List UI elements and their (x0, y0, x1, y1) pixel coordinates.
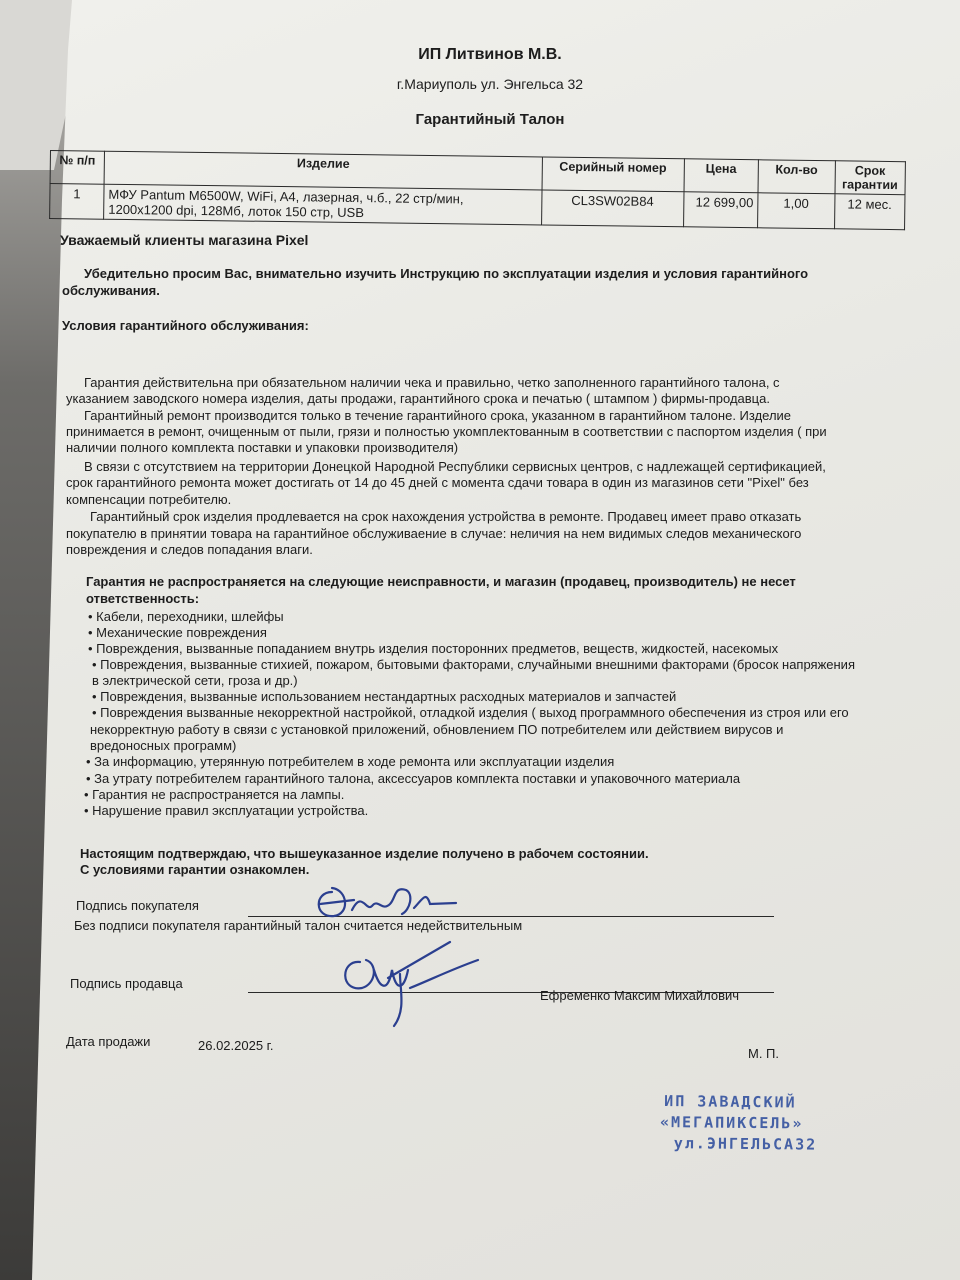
sale-date-label: Дата продажи (66, 1034, 151, 1049)
seller-signature (330, 930, 480, 1030)
list-item: • Гарантия не распространяется на лампы. (84, 787, 345, 802)
col-header-serial: Серийный номер (542, 157, 684, 192)
cell-price: 12 699,00 (683, 192, 758, 228)
product-line-1: МФУ Pantum M6500W, WiFi, A4, лазерная, ч.б., 22 стр/мин, (108, 186, 464, 207)
list-item: • Повреждения, вызванные использованием нестандартных расходных материалов и запчастей (92, 689, 677, 704)
conditions-line: Гарантийный срок изделия продлевается на срок нахождения устройства в ремонте. Продавец имеет право отказать (90, 509, 802, 524)
list-item: • Нарушение правил эксплуатации устройства. (84, 803, 369, 818)
product-table (49, 150, 906, 230)
col-header-price: Цена (684, 159, 759, 193)
company-address: г.Мариуполь ул. Энгельса 32 (396, 76, 584, 92)
list-item: • Механические повреждения (88, 625, 267, 640)
col-header-qty: Кол-во (758, 160, 835, 194)
product-line-2: 1200x1200 dpi, 128Мб, лоток 150 стр, USB (108, 201, 365, 221)
exclusions-heading-line: ответственность: (86, 591, 200, 606)
greeting: Уважаемый клиенты магазина Pixel (60, 232, 309, 248)
cell-serial: CL3SW02B84 (541, 190, 683, 227)
company-name: ИП Литвинов М.В. (418, 46, 562, 63)
col-header-number: № п/п (50, 151, 104, 185)
col-header-warranty: Срок гарантии (835, 161, 906, 195)
conditions-line: Гарантийный ремонт производится только в течение гарантийного срока, указанном в гарантийном талоне. Изделие (84, 408, 792, 423)
list-item: в электрической сети, гроза и др.) (92, 673, 298, 688)
stamp-line: ул.ЭНГЕЛЬСА32 (673, 1134, 818, 1154)
list-item: • Кабели, переходники, шлейфы (88, 609, 284, 624)
conditions-line: повреждения и следов попадания влаги. (66, 542, 313, 557)
conditions-line: срок гарантийного ремонта может достигать от 14 до 45 дней с момента сдачи товара в один из магазинов сети "Pixel" без (66, 475, 809, 490)
conditions-line: наличии полного комплекта поставки и упаковки производителя) (66, 440, 459, 455)
stamp-line: ИП ЗАВАДСКИЙ (664, 1092, 797, 1112)
sale-date-value: 26.02.2025 г. (198, 1038, 274, 1053)
confirmation-line: Настоящим подтверждаю, что вышеуказанное изделие получено в рабочем состоянии. (80, 846, 649, 861)
list-item: • Повреждения, вызванные попаданием внутрь изделия посторонних предметов, веществ, жидкостей, насекомых (88, 641, 779, 656)
buyer-signature-label: Подпись покупателя (76, 898, 199, 913)
list-item: • Повреждения, вызванные стихией, пожаром, бытовыми факторами, случайными внешними факторами (бросок напряжения (92, 657, 855, 672)
document-title: Гарантийный Талон (415, 111, 565, 128)
conditions-line: принимается в ремонт, очищенным от пыли, грязи и полностью укомплектованным в соответствии с паспортом изделия ( при (66, 424, 827, 439)
list-item: • За информацию, утерянную потребителем в ходе ремонта или эксплуатации изделия (86, 754, 615, 769)
col-header-product: Изделие (104, 151, 542, 190)
request-line: Убедительно просим Вас, внимательно изучить Инструкцию по эксплуатации изделия и условия гарантийного (84, 266, 809, 281)
conditions-heading: Условия гарантийного обслуживания: (62, 318, 309, 333)
seller-name: Ефременко Максим Михайлович (540, 988, 740, 1003)
conditions-line: Гарантия действительна при обязательном наличии чека и правильно, четко заполненного гарантийного талона, с (84, 375, 780, 390)
conditions-line: указанием заводского номера изделия, даты продажи, гарантийного срока и печатью ( штампом ) фирмы-продавца. (66, 391, 770, 406)
cell-qty: 1,00 (758, 193, 835, 229)
list-item: • Повреждения вызванные некорректной настройкой, отладкой изделия ( выход программного обеспечения из строя или его (92, 705, 849, 720)
cell-product (104, 184, 542, 225)
seller-signature-label: Подпись продавца (70, 976, 183, 991)
conditions-line: компенсации потребителю. (66, 492, 232, 507)
company-stamp (660, 1091, 851, 1156)
conditions-line: В связи с отсутствием на территории Донецкой Народной Республики сервисных центров, с надлежащей сертификацией, (84, 459, 826, 474)
confirmation-line: С условиями гарантии ознакомлен. (80, 862, 310, 877)
cell-number: 1 (50, 184, 105, 220)
buyer-signature (310, 870, 460, 930)
list-item: • За утрату потребителем гарантийного талона, аксессуаров комплекта поставки и упаковочного материала (86, 771, 741, 786)
seal-label: М. П. (748, 1046, 780, 1061)
list-item: вредоносных программ) (90, 738, 237, 753)
request-line: обслуживания. (62, 283, 160, 298)
exclusions-heading-line: Гарантия не распространяется на следующие неисправности, и магазин (продавец, производитель) не несет (86, 574, 796, 589)
stamp-line: «МЕГАПИКСЕЛЬ» (659, 1113, 804, 1133)
cell-warranty: 12 мес. (834, 194, 905, 230)
conditions-line: покупателю в принятии товара на гарантийное обслуживаение в случае: неличия на нем видимых следов механического (66, 526, 802, 541)
list-item: некорректную работу в связи с установкой приложений, обновлением ПО потребителем или действием вирусов и (90, 722, 784, 737)
buyer-signature-note: Без подписи покупателя гарантийный талон считается недействительным (74, 918, 523, 933)
